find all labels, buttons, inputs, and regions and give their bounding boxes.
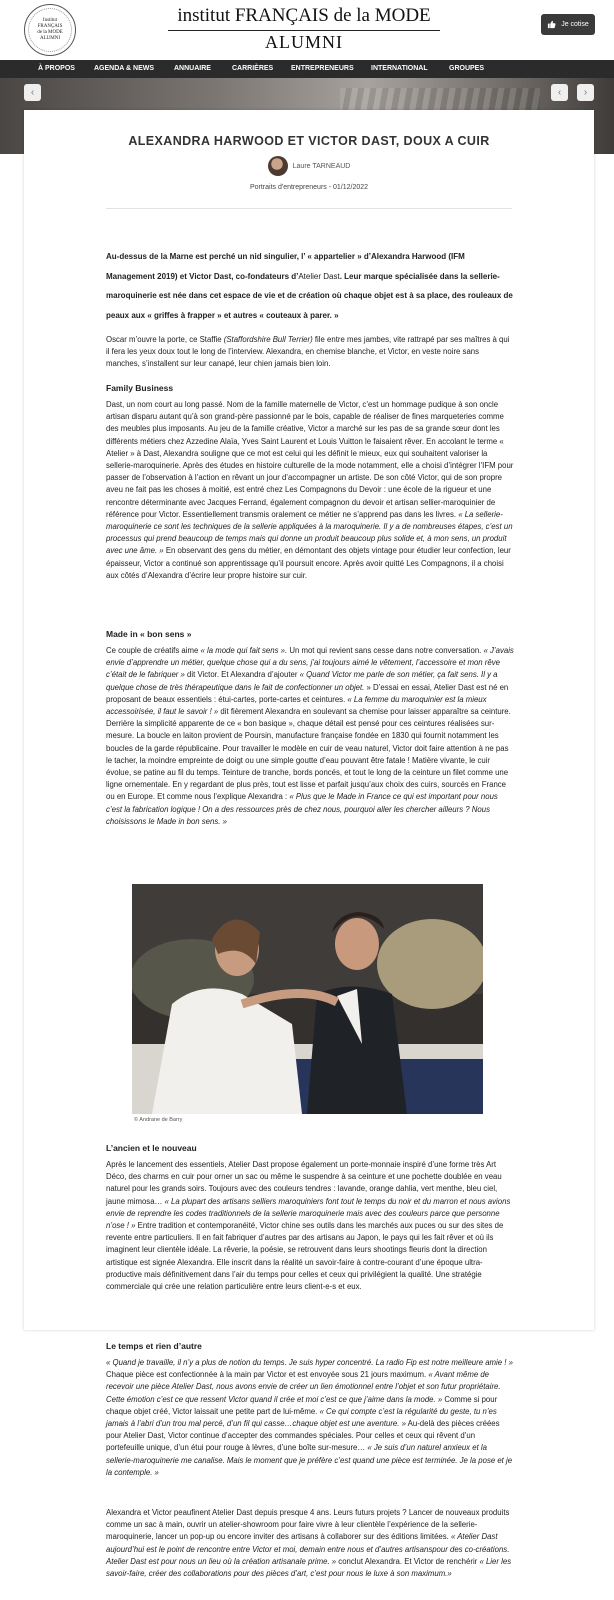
text: (Staffordshire Bull Terrier): [223, 335, 313, 344]
nav-item-carrieres[interactable]: CARRIÈRES: [232, 65, 274, 72]
ifm-alumni-logo[interactable]: [24, 4, 76, 56]
section-heading-made-in-bon-sens: Made in « bon sens »: [106, 629, 192, 639]
text: Dast, un nom court au long passé. Nom de la famille maternelle de Victor, c’est un hommage pudique à son oncle artisan disparu autant qu’à son grand-père passionné par le bois, capable de réaliser de fines marqueteries comme des meubles plus imposants. Au jeu de la famille créative, Victor a marché sur les pas de sa grande sœur dont les différents métiers chez Azzedine Alaïa, Yves Saint Laurent et Louis Vuitton le faisaient rêver. En accolant le terme « Atelier » à Dast, Alexandra souligne que ce mot est celui qui les définit le mieux, eux qui souhaitent valoriser la sellerie-maroquinerie. Après des études en histoire culturelle de la mode notamment, elle a choisi d’intégrer l’IFM pour passer de l’observation à l’action en rêvant un jour d’accompagner un artiste. De son côté Victor, qui de son propre aveu ne fait pas les choses à moitié, est entré chez Les Compagnons du Devoir : une école de la rigueur et une rencontre déterminante avec Jacques Ferrand, également compagnon du devoir et artisan sellier-maroquinier de référence pour Victor. Essentiellement transmis oralement ce métier ne s’apprend pas dans les livres.: [106, 400, 514, 519]
logo-line: FRANÇAIS: [37, 24, 63, 29]
text: « Je suis d’un naturel anxieux et la sellerie-maroquinerie me canalise. Mais le moment que je préfère c’est quand une pièce est terminée. Je la pose et je la contemple. »: [106, 1443, 513, 1477]
text: Ce couple de créatifs aime: [106, 646, 201, 655]
nav-item-annuaire[interactable]: ANNUAIRE: [174, 65, 211, 72]
article-category-date: Portraits d'entrepreneurs - 01/12/2022: [249, 184, 369, 191]
atelier-dast-link[interactable]: Atelier Dast: [298, 271, 340, 281]
intro-text: Au-dessus de la Marne est perché un nid singulier, l’ « appartelier » d’Alexandra Harwood (IFM Management 2019) et Victor Dast, co-fondateurs d’: [106, 252, 465, 281]
main-nav: [0, 60, 614, 78]
photo-credit: © Andrane de Barry: [134, 1117, 183, 1123]
text: « La femme du maroquinier est la mieux accessoirisée, il faut le savoir ! »: [106, 694, 487, 717]
cotise-button[interactable]: [541, 14, 595, 35]
intro-text: . Leur marque spécialisée dans la sellerie-maroquinerie est née dans cet espace de vie et de création où chaque objet est à sa place, des rouleaux de peaux aux « griffes à frapper » et autres « couteaux à parer. »: [106, 271, 513, 320]
article-title: ALEXANDRA HARWOOD ET VICTOR DAST, DOUX A CUIR: [128, 134, 490, 148]
nav-item-a-propos[interactable]: À PROPOS: [38, 65, 75, 72]
text: Alexandra et Victor peaufinent Atelier Dast depuis presque 4 ans. Leurs futurs projets ? Lancer de nouveaux produits comme un sac à main, ouvrir un atelier-showroom pour faire vivre à leur clientèle l’expérience de la sellerie-maroquinerie, lancer un pop-up ou encore inviter des artisans à collaborer sur des éditions limitées.: [106, 1508, 510, 1542]
text: file entre mes jambes, vite rattrapé par ses maîtres à qui il fera les yeux doux tout le long de l’interview. Alexandra, en chemise blanche, et Victor, en veste noire sans manches, s’installent sur leur canapé, leur chien jamais bien loin.: [106, 335, 510, 369]
article-photo: [132, 884, 483, 1114]
logo-line: Institut: [42, 18, 58, 23]
author-avatar[interactable]: [268, 156, 288, 176]
text: Après le lancement des essentiels, Atelier Dast propose également un porte-monnaie inspiré d’une forme très Art Déco, des charms en cuir pour orner un sac ou même le suspendre à sa ceinture et une pochette doublée en veau naturel pour les grands soirs. Toujours avec des couleurs tendres : lavande, orange dahlia, vert menthe, bleu ciel, jaune mimosa…: [106, 1160, 502, 1206]
text: « la mode qui fait sens ».: [200, 646, 288, 655]
text: Oscar m’ouvre la porte, ce Staffie: [106, 335, 224, 344]
thumbs-up-icon: [547, 20, 556, 29]
paragraph: [106, 334, 514, 371]
paragraph: [106, 645, 514, 828]
section-heading-family-business: Family Business: [106, 383, 174, 393]
paragraph: [106, 1357, 514, 1479]
back-arrow-button[interactable]: ‹: [24, 84, 41, 101]
divider: [106, 208, 512, 209]
brand-title: institut FRANÇAIS de la MODE: [168, 4, 440, 31]
text: dit Victor. Et Alexandra d’ajouter: [184, 670, 300, 680]
text: En observant des gens du métier, en démontant des objets vintage pour étudier leur confection, leur épaisseur, Victor a continué son apprentissage qu’il poursuit encore. Après avoir quitté Les Compagnons, il a choisi aux côtés d’Alexandra d’écrire leur propre histoire sur cuir.: [106, 546, 511, 580]
text: Chaque pièce est confectionnée à la main par Victor et est envoyée sous 21 jours maximum.: [106, 1370, 429, 1380]
section-heading-le-temps: Le temps et rien d’autre: [106, 1341, 202, 1351]
text: « Quand Victor me parle de son métier, ça fait sens. Il y a quelque chose de très thérapeutique dans le fait de confectionner un objet.: [106, 670, 498, 692]
paragraph: [106, 399, 514, 582]
paragraph: [106, 1507, 514, 1580]
text: « Plus que le Made in France ce qui est important pour nous c’est la fabrication logique ! On a des ressources près de chez nous, pourquoi aller les chercher ailleurs ? Nous choisissons le Made in bon sens. »: [106, 792, 498, 826]
text: « J’avais envie d’apprendre un métier, quelque chose qui a du sens, j’ai toujours aimé le vêtement, l’accessoire et mon rêve c’était de le fabriquer »: [106, 646, 514, 680]
cotise-label: Je cotise: [561, 21, 589, 28]
section-heading-ancien-nouveau: L’ancien et le nouveau: [106, 1143, 197, 1153]
logo-line: de la MODE: [37, 30, 63, 35]
prev-article-button[interactable]: ‹: [551, 84, 568, 101]
text: « Lier les savoir-faire, créer des collaborations pour des pièces d’art, c’est pour nous le luxe à son maximum.»: [106, 1556, 512, 1579]
text: « Atelier Dast aujourd’hui est le point de rencontre entre Victor et moi, demain entre nous et d’autres artisanspour des co-créations. Atelier Dast est pour nous un lieu où la création artisanale prime. »: [106, 1532, 510, 1566]
text: « La plupart des artisans selliers maroquiniers font tout le temps du noir et du marron et nous avions envie de reprendre les codes traditionnels de la sellerie maroquinerie mais avec des couleurs parce que personne n’ose ! »: [106, 1196, 511, 1231]
text: « La sellerie-maroquinerie ce sont les techniques de la sellerie appliquées à la maroquinerie. Il y a de nombreuses étapes, c’est un processus qui prend beaucoup de temps mais qui donne un produit beaucoup plus solide et, à mon sens, un produit avec une âme. »: [106, 509, 513, 556]
paragraph: [106, 1159, 514, 1293]
nav-item-international[interactable]: INTERNATIONAL: [371, 65, 428, 72]
text: Un mot qui revient sans cesse dans notre conversation.: [287, 646, 484, 655]
nav-item-groupes[interactable]: GROUPES: [449, 65, 485, 72]
brand-wordmark[interactable]: [168, 4, 440, 53]
text: « Ce qui compte c’est la régularité du geste, tu n’es jamais à l’abri d’un trou mal percé, d’un fil qui casse…chaque objet est une aventure. »: [106, 1406, 497, 1429]
nav-item-entrepreneurs[interactable]: ENTREPRENEURS: [291, 65, 354, 72]
text: « Quand je travaille, il n’y a plus de notion du temps. Je suis hyper concentré. La radio Fip est notre meilleure amie ! »: [106, 1358, 513, 1367]
article-intro: [106, 247, 514, 325]
author-name[interactable]: Laure TARNEAUD: [292, 162, 351, 170]
text: dit fièrement Alexandra en soulevant sa chemise pour laisser apparaître sa ceinture. Derrière la simplicité apparente de ce « bon basique », chaque détail est pensé pour ces ceintures réalisées sur-mesure. La boucle en laiton provient de Poursin, manufacture française fondée en 1830 qui fournit notamment les boucles de la garde républicaine. Pour travailler le modèle en cuir de veau naturel, Victor doit faire attention à ne pas le tacher, la moindre empreinte de doigt ou une simple goutte d’eau pouvant être fatale ! Matière vivante, le cuir évolue, se patine au fil du temps. Teinture de tranche, bords poncés, et tout le long de la ceinture un filet comme une ligne ornementale. En y regardant de plus près, tout est lisse et parfait jusqu’aux choix des cuirs, sourcés en France ou en Europe. Et comme nous l’explique Alexandra :: [106, 707, 511, 802]
brand-subtitle: ALUMNI: [265, 32, 343, 52]
text: Entre tradition et contemporanéité, Victor chine ses outils dans les marchés aux puces ou sur des sites de revente entre particuliers. Il en fait fabriquer d’autres par des artisans au Japon, le pays qui les fait rêver et où ils imaginent leur clientèle idéale. La rêverie, la poésie, se retrouvent dans leurs shootings fleuris dont la direction artistique est signée Alexandra. Elle inscrit dans la réalité un savoir-faire à contre-courant d’une époque ultra-productive mais définitivement dans l’air du temps pour celles et ceux qui privilégient la qualité. Une stratégie commerciale qui crée une relation particulière entre leurs client-e-s et eux.: [106, 1221, 504, 1292]
text: « Avant même de recevoir une pièce Atelier Dast, nous avons envie de créer un lien émotionnel entre l’objet et son futur propriétaire. Cette émotion c’est ce que ressent Victor quand il crée et moi c’est ce que j’aime dans la mode. »: [106, 1370, 501, 1404]
next-article-button[interactable]: ›: [577, 84, 594, 101]
author-row: [24, 156, 594, 176]
nav-item-agenda-news[interactable]: AGENDA & NEWS: [94, 65, 155, 72]
text: » D’essai en essai, Atelier Dast est né en proposant de beaux essentiels : étui-cartes, porte-cartes et ceintures.: [106, 682, 509, 704]
logo-line: ALUMNI: [40, 36, 60, 41]
site-header: [0, 0, 614, 60]
text: Au-delà des pièces créées pour Atelier Dast, Victor continue d’accepter des commandes spéciales. Pour celles et ceux qui rêvent d’un portefeuille unique, d’un étui pour rouge à lèvres, d’une boîte sur-mesure…: [106, 1419, 500, 1453]
couple-photo-illustration: [132, 884, 483, 1114]
text: Comme si pour chaque objet créé, Victor laissait une petite part de lui-même.: [106, 1394, 498, 1416]
text: conclut Alexandra. Et Victor de renchérir: [336, 1556, 480, 1566]
